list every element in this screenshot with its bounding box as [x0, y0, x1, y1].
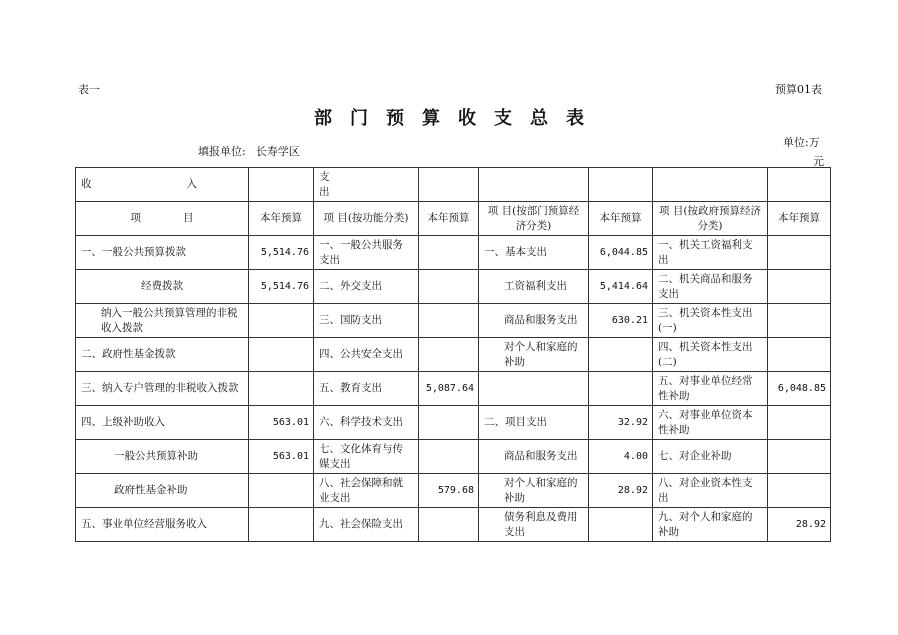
page-title: 部门预算收支总表: [314, 108, 602, 129]
form-code: 预算01表: [775, 83, 822, 96]
dept-amount: 28.92: [589, 474, 653, 508]
empty-cell: [653, 168, 768, 202]
gov-item: 六、对事业单位资本性补助: [653, 406, 768, 440]
col-header-gov-item: 项 目(按政府预算经济分类): [653, 202, 768, 236]
income-amount: [249, 372, 314, 406]
income-item: 一、一般公共预算拨款: [76, 236, 249, 270]
table-row: [76, 474, 831, 508]
func-item: 一、一般公共服务支出: [314, 236, 419, 270]
income-amount: [249, 508, 314, 542]
income-item: 四、上级补助收入: [76, 406, 249, 440]
func-amount: [419, 406, 479, 440]
func-amount: [419, 338, 479, 372]
header-row-section: [76, 168, 831, 202]
func-item: 二、外交支出: [314, 270, 419, 304]
dept-item: 工资福利支出: [479, 270, 589, 304]
dept-item: 债务利息及费用支出: [479, 508, 589, 542]
table-row: [76, 236, 831, 270]
budget-table: [75, 167, 831, 542]
income-amount: 563.01: [249, 440, 314, 474]
income-item: 三、纳入专户管理的非税收入拨款: [76, 372, 249, 406]
gov-amount: [768, 236, 831, 270]
gov-amount: [768, 338, 831, 372]
gov-amount: [768, 474, 831, 508]
income-amount: [249, 474, 314, 508]
func-amount: [419, 440, 479, 474]
dept-amount: 630.21: [589, 304, 653, 338]
dept-amount: [589, 372, 653, 406]
dept-item: [479, 372, 589, 406]
col-header-dept-item: 项 目(按部门预算经济分类): [479, 202, 589, 236]
income-amount: 563.01: [249, 406, 314, 440]
table-row: [76, 270, 831, 304]
empty-cell: [589, 168, 653, 202]
func-amount: 5,087.64: [419, 372, 479, 406]
table-row: [76, 440, 831, 474]
dept-amount: [589, 508, 653, 542]
func-amount: [419, 508, 479, 542]
dept-amount: [589, 338, 653, 372]
income-amount: 5,514.76: [249, 236, 314, 270]
gov-item: 一、机关工资福利支出: [653, 236, 768, 270]
income-item: 经费拨款: [76, 270, 249, 304]
func-item: 六、科学技术支出: [314, 406, 419, 440]
income-amount: [249, 338, 314, 372]
empty-cell: [249, 168, 314, 202]
func-item: 四、公共安全支出: [314, 338, 419, 372]
func-amount: [419, 236, 479, 270]
income-section-header: 收 入: [76, 168, 249, 202]
unit-label-line1: 单位:万: [783, 136, 820, 149]
dept-item: 二、项目支出: [479, 406, 589, 440]
col-header-income-item: 项 目: [76, 202, 249, 236]
gov-item: 八、对企业资本性支出: [653, 474, 768, 508]
gov-item: 九、对个人和家庭的补助: [653, 508, 768, 542]
filler-label: 填报单位:: [198, 145, 246, 158]
income-item: 二、政府性基金拨款: [76, 338, 249, 372]
dept-item: 商品和服务支出: [479, 440, 589, 474]
func-amount: 579.68: [419, 474, 479, 508]
empty-cell: [419, 168, 479, 202]
income-amount: 5,514.76: [249, 270, 314, 304]
dept-amount: 5,414.64: [589, 270, 653, 304]
col-header-income-amount: 本年预算: [249, 202, 314, 236]
dept-item: 一、基本支出: [479, 236, 589, 270]
table-row: [76, 508, 831, 542]
func-item: 三、国防支出: [314, 304, 419, 338]
gov-amount: [768, 270, 831, 304]
func-amount: [419, 270, 479, 304]
empty-cell: [479, 168, 589, 202]
table-row: [76, 338, 831, 372]
table-row: [76, 406, 831, 440]
gov-amount: [768, 440, 831, 474]
dept-item: 对个人和家庭的补助: [479, 338, 589, 372]
col-header-dept-amount: 本年预算: [589, 202, 653, 236]
income-item: 一般公共预算补助: [76, 440, 249, 474]
gov-item: 三、机关资本性支出(一): [653, 304, 768, 338]
dept-item: 商品和服务支出: [479, 304, 589, 338]
filler-unit: [198, 143, 300, 159]
gov-item: 四、机关资本性支出(二): [653, 338, 768, 372]
expense-section-header: 支 出: [314, 168, 419, 202]
func-item: 九、社会保险支出: [314, 508, 419, 542]
unit-label-line2: 元: [813, 155, 824, 168]
gov-amount: [768, 406, 831, 440]
dept-amount: 32.92: [589, 406, 653, 440]
gov-amount: 28.92: [768, 508, 831, 542]
gov-item: 七、对企业补助: [653, 440, 768, 474]
func-item: 七、文化体育与传媒支出: [314, 440, 419, 474]
col-header-func-amount: 本年预算: [419, 202, 479, 236]
table-row: [76, 304, 831, 338]
gov-amount: 6,048.85: [768, 372, 831, 406]
func-amount: [419, 304, 479, 338]
dept-amount: 4.00: [589, 440, 653, 474]
gov-amount: [768, 304, 831, 338]
gov-item: 五、对事业单位经常性补助: [653, 372, 768, 406]
income-item: 政府性基金补助: [76, 474, 249, 508]
income-item: 纳入一般公共预算管理的非税收入拨款: [76, 304, 249, 338]
header-row-columns: [76, 202, 831, 236]
table-row: [76, 372, 831, 406]
income-amount: [249, 304, 314, 338]
col-header-func-item: 项 目(按功能分类): [314, 202, 419, 236]
dept-amount: 6,044.85: [589, 236, 653, 270]
gov-item: 二、机关商品和服务支出: [653, 270, 768, 304]
empty-cell: [768, 168, 831, 202]
col-header-gov-amount: 本年预算: [768, 202, 831, 236]
table-label: 表一: [78, 83, 100, 96]
filler-value: 长寿学区: [255, 145, 300, 158]
income-item: 五、事业单位经营服务收入: [76, 508, 249, 542]
func-item: 八、社会保障和就业支出: [314, 474, 419, 508]
dept-item: 对个人和家庭的补助: [479, 474, 589, 508]
func-item: 五、教育支出: [314, 372, 419, 406]
